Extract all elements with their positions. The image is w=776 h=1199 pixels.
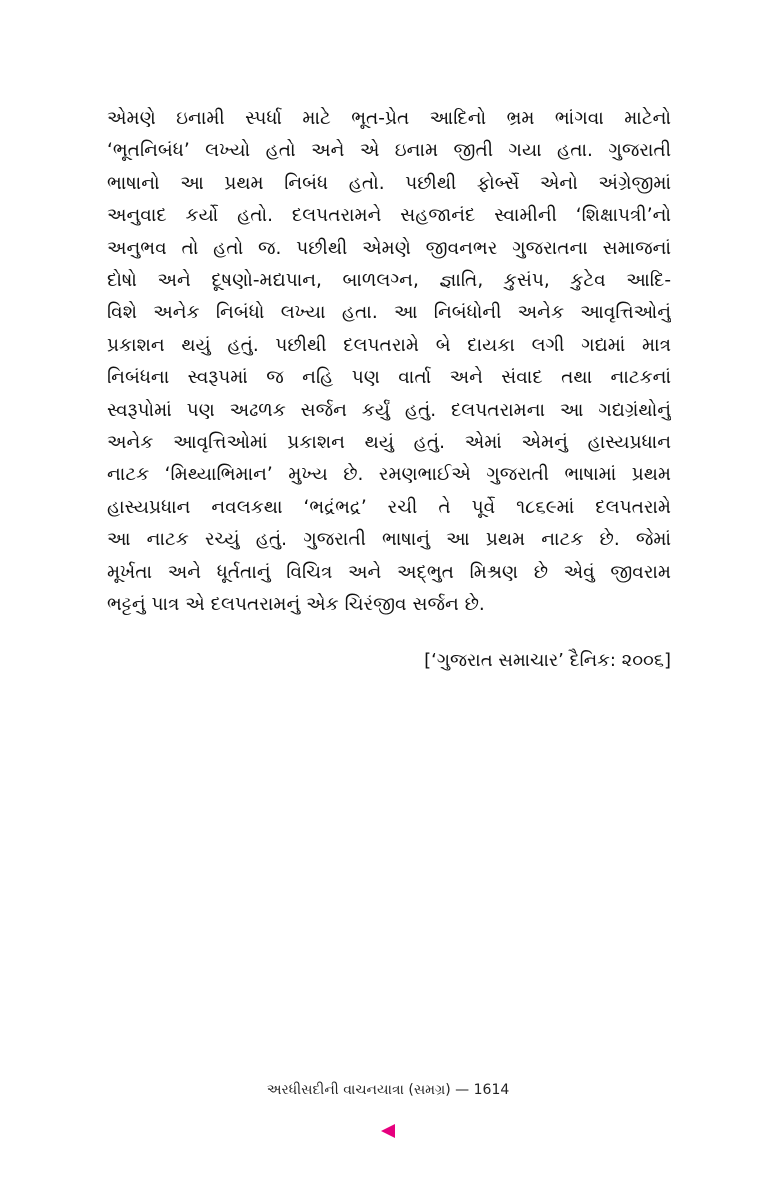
text-line: આ નાટક રચ્યું હતું. ગુજરાતી ભાષાનું આ પ્રથમ નાટક છે. જેમાં (107, 529, 671, 551)
text-line: મૂર્ખતા અને ધૂર્તતાનું વિચિત્ર અને અદ્‌ભુત મિશ્રણ છે એવું જીવરામ (107, 561, 671, 583)
text-line: નિબંધના સ્વરૂપમાં જ નહિ પણ વાર્તા અને સંવાદ તથા નાટકનાં (107, 367, 671, 389)
text-line: હાસ્યપ્રધાન નવલકથા ‘ભદ્રંભદ્ર’ રચી તે પૂર્વે ૧૮૬૯માં દલપતરામે (107, 496, 671, 518)
text-line: ભટ્ટનું પાત્ર એ દલપતરામનું એક ચિરંજીવ સર્જન છે. (107, 594, 485, 616)
text-line: દોષો અને દૂષણો-મદ્યપાન, બાળલગ્ન, જ્ઞાતિ, કુસંપ, કુટેવ આદિ- (107, 270, 671, 292)
text-line: અનેક આવૃત્તિઓમાં પ્રકાશન થયું હતું. એમાં એમનું હાસ્યપ્રધાન (107, 432, 671, 454)
text-line: પ્રકાશન થયું હતું. પછીથી દલપતરામે બે દાયકા લગી ગદ્યમાં માત્ર (107, 334, 671, 356)
text-line: વિશે અનેક નિબંધો લખ્યા હતા. આ નિબંધોની અનેક આવૃત્તિઓનું (107, 302, 671, 324)
text-line: અનુભવ તો હતો જ. પછીથી એમણે જીવનભર ગુજરાતના સમાજનાં (107, 237, 671, 259)
previous-page-icon[interactable] (381, 1124, 395, 1138)
text-line: ‘ભૂતનિબંધ’ લખ્યો હતો અને એ ઇનામ જીતી ગયા હતા. ગુજરાતી (107, 140, 671, 162)
source-citation: [‘ગુજરાત સમાચાર’ દૈનિક: ૨૦૦૬] (424, 650, 671, 671)
text-line: નાટક ‘મિથ્યાભિમાન’ મુખ્ય છે. રમણભાઈએ ગુજરાતી ભાષામાં પ્રથમ (107, 464, 671, 486)
text-line: અનુવાદ કર્યો હતો. દલપતરામને સહજાનંદ સ્વામીની ‘શિક્ષાપત્રી’નો (107, 205, 671, 227)
page-footer: અરધીસદીની વાચનયાત્રા (સમગ્ર) — 1614 (266, 1082, 510, 1098)
text-line: એમણે ઇનામી સ્પર્ધા માટે ભૂત-પ્રેત આદિનો ભ્રમ ભાંગવા માટેનો (107, 108, 671, 129)
text-line: સ્વરૂપોમાં પણ અઢળક સર્જન કર્યું હતું. દલપતરામના આ ગદ્યગ્રંથોનું (107, 399, 671, 421)
text-line: ભાષાનો આ પ્રથમ નિબંધ હતો. પછીથી ફોર્બ્સે એનો અંગ્રેજીમાં (107, 172, 671, 194)
body-paragraph (107, 103, 671, 622)
